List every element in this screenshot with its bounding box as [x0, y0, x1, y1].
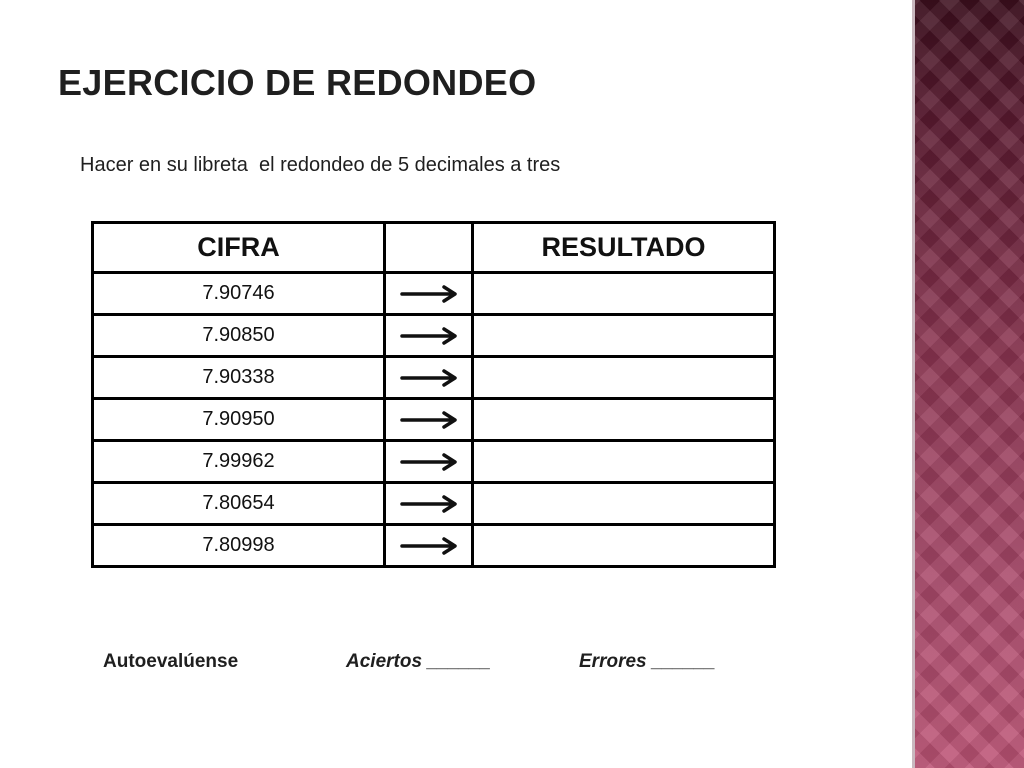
- arrow-cell: [385, 483, 473, 525]
- header-resultado: RESULTADO: [473, 223, 775, 273]
- arrow-cell: [385, 315, 473, 357]
- table-row: [93, 399, 775, 441]
- table-row: [93, 525, 775, 567]
- self-evaluation-label: Autoevalúense: [103, 651, 239, 672]
- header-arrow: [385, 223, 473, 273]
- table-row: [93, 357, 775, 399]
- resultado-cell[interactable]: [473, 273, 775, 315]
- resultado-cell[interactable]: [473, 483, 775, 525]
- right-arrow-icon: [400, 452, 458, 472]
- table-row: [93, 483, 775, 525]
- cifra-cell: 7.90338: [93, 357, 385, 399]
- table-header-row: [93, 223, 775, 273]
- decorative-side-band: [912, 0, 1024, 768]
- arrow-cell: [385, 357, 473, 399]
- arrow-cell: [385, 525, 473, 567]
- rounding-table: [91, 221, 776, 568]
- resultado-cell[interactable]: [473, 357, 775, 399]
- resultado-cell[interactable]: [473, 315, 775, 357]
- table-row: [93, 315, 775, 357]
- cifra-cell: 7.90746: [93, 273, 385, 315]
- arrow-cell: [385, 399, 473, 441]
- right-arrow-icon: [400, 410, 458, 430]
- right-arrow-icon: [400, 536, 458, 556]
- cifra-cell: 7.90850: [93, 315, 385, 357]
- cifra-cell: 7.99962: [93, 441, 385, 483]
- cifra-cell: 7.80998: [93, 525, 385, 567]
- instruction-text: Hacer en su libreta el redondeo de 5 decimales a tres: [80, 154, 561, 176]
- errores-field: Errores ______: [579, 651, 716, 672]
- right-arrow-icon: [400, 368, 458, 388]
- right-arrow-icon: [400, 326, 458, 346]
- arrow-cell: [385, 441, 473, 483]
- table-row: [93, 273, 775, 315]
- resultado-cell[interactable]: [473, 525, 775, 567]
- resultado-cell[interactable]: [473, 441, 775, 483]
- resultado-cell[interactable]: [473, 399, 775, 441]
- arrow-cell: [385, 273, 473, 315]
- table-row: [93, 441, 775, 483]
- right-arrow-icon: [400, 284, 458, 304]
- slide-title: EJERCICIO DE REDONDEO: [58, 62, 537, 103]
- header-cifra: CIFRA: [93, 223, 385, 273]
- cifra-cell: 7.90950: [93, 399, 385, 441]
- aciertos-field: Aciertos ______: [346, 651, 491, 672]
- table-body: [93, 273, 775, 567]
- right-arrow-icon: [400, 494, 458, 514]
- cifra-cell: 7.80654: [93, 483, 385, 525]
